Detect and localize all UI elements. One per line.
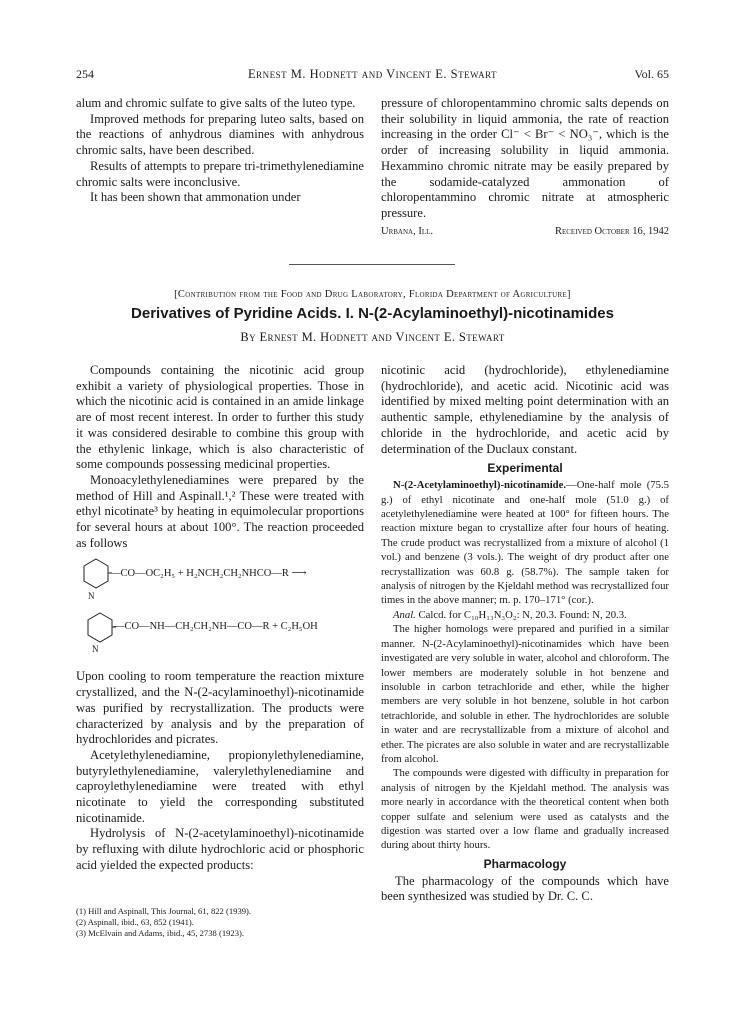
reaction-equation-1: —CO—OC₂H₅ + H₂NCH₂CH₂NHCO—R ⟶	[110, 568, 307, 580]
main-left-column	[76, 363, 364, 874]
page-header	[76, 67, 669, 83]
paragraph: nicotinic acid (hydrochloride), ethylenediamine (hydrochloride), and acetic acid. Nicotinic acid was identified by mixed melting point determination with an authentic sample, ethylenediamine by the analysis of chloride in the hydrochloride, and acetic acid by determination of the Duclaux constant.	[381, 363, 669, 456]
paragraph: Results of attempts to prepare tri-trimethylenediamine chromic salts were inconclusive.	[76, 158, 364, 189]
article-divider	[289, 264, 455, 265]
contribution-line: [Contribution from the Food and Drug Laboratory, Florida Department of Agriculture]	[174, 289, 571, 300]
paragraph: The compounds were digested with difficulty in preparation for analysis of nitrogen by the Kjeldahl method. The analysis was more nearly in accordance with the theoretical content when both copper sulfate and selenium were used as catalysts and the digestion was started over a low flame and gradually increased during about thirty hours.	[381, 767, 669, 852]
prev-article-right-column	[381, 96, 669, 237]
analysis-label: Anal.	[393, 608, 416, 621]
article-authors: By Ernest M. Hodnett and Vincent E. Stewart	[240, 330, 505, 344]
paragraph: Improved methods for preparing luteo salts, based on the reactions of anhydrous diamines with anhydrous chromic salts, have been described.	[76, 111, 364, 158]
paragraph: Monoacylethylenediamines were prepared by the method of Hill and Aspinall.¹,² These were treated with ethyl nicotinate³ by heating in equimolecular proportions for several hours at about 100°. The reaction proceeded as follows	[76, 472, 364, 550]
experimental-paragraph	[381, 478, 669, 608]
paragraph: pressure of chloropentammino chromic salts depends on their solubility in liquid ammonia, the rate of reaction increasing in the order Cl⁻ < Br⁻ < NO₃⁻, which is the order of increasing solubility in liquid ammonia. Hexammino chromic nitrate may be easily prepared by the sodamide-catalyzed ammonation of chloropentammino chromic nitrate at atmospheric pressure.	[381, 96, 669, 220]
analysis-values: Calcd. for C₁₀H₁₃N₃O₂: N, 20.3. Found: N, 20.3.	[415, 608, 627, 621]
experimental-text: —One-half mole (75.5 g.) of ethyl nicotinate and one-half mole (51.0 g.) of acetylethylenediamine were heated at 100° for fifteen hours. The reaction mixture began to crystallize after four hours of heating. The crude product was recrystallized from a mixture of alcohol (1 vol.) and benzene (3 vols.). The weight of dry product after one recrystallization was 60.8 g. (58.7%). The sample taken for analysis of nitrogen by the Kjeldahl method was recrystallized four times in the above manner; m. p. 170–171° (cor.).	[381, 479, 669, 607]
paragraph: Upon cooling to room temperature the reaction mixture crystallized, and the N-(2-acylaminoethyl)-nicotinamide was purified by recrystallization. The products were characterized by analysis and by the preparation of hydrochlorides and picrates.	[76, 669, 364, 747]
main-right-column	[381, 363, 669, 905]
volume-label: Vol. 65	[634, 67, 669, 81]
pyridine-ring-1	[84, 559, 108, 588]
paragraph: Hydrolysis of N-(2-acetylaminoethyl)-nicotinamide by refluxing with dilute hydrochloric acid or phosphoric acid yielded the expected products:	[76, 826, 364, 872]
paragraph: alum and chromic sulfate to give salts of the luteo type.	[76, 96, 356, 110]
prev-article-left-column	[76, 96, 364, 206]
paragraph: Acetylethylenediamine, propionylethylenediamine, butyrylethylenediamine, valerylethylenediamine and caproylethylenediamine were treated with ethyl nicotinate to yield the corresponding substituted nicotinamide.	[76, 747, 364, 825]
section-heading-pharmacology: Pharmacology	[483, 856, 567, 871]
ring-nitrogen-label: N	[88, 591, 95, 602]
section-heading-experimental: Experimental	[487, 461, 563, 476]
signature-received: Received October 16, 1942	[554, 225, 669, 237]
page-number: 254	[76, 67, 94, 81]
paragraph: It has been shown that ammonation under	[90, 190, 301, 205]
paragraph: The higher homologs were prepared and purified in a similar manner. N-(2-Acylaminoethyl)-nicotinamides which have been investigated are very soluble in water, alcohol and chloroform. The lower members are moderately soluble in hot benzene and insoluble in carbon tetrachloride and ether, while the higher members are very soluble in hot benzene, soluble in hot carbon tetrachloride, and soluble in ether. The hydrochlorides are soluble in water and are recrystallizable from a mixture of alcohol and ether. The picrates are also soluble in water and are recrystallizable from alcohol.	[381, 623, 669, 765]
reaction-scheme	[76, 555, 364, 665]
analysis-line	[381, 608, 669, 622]
pyridine-ring-2	[88, 613, 112, 642]
ring-nitrogen-label: N	[92, 644, 99, 655]
signature-place: Urbana, Ill.	[381, 225, 434, 237]
footnote: (2) Aspinall, ibid., 63, 852 (1941).	[76, 917, 194, 928]
footnote: (1) Hill and Aspinall, This Journal, 61, 822 (1939).	[76, 906, 252, 916]
article-title: Derivatives of Pyridine Acids. I. N-(2-Acylaminoethyl)-nicotinamides	[131, 305, 614, 322]
running-head: Ernest M. Hodnett and Vincent E. Stewart	[247, 67, 498, 81]
paragraph: Compounds containing the nicotinic acid group exhibit a variety of physiological properties. Those in which the nicotinic acid is contained in an amide linkage are of most recent interest. In order to further this study it was considered desirable to combine this group with the ethylenic linkage, which is also characteristic of some compounds possessing medicinal properties.	[76, 363, 364, 472]
article-signature	[381, 226, 669, 237]
reaction-equation-2: —CO—NH—CH₂CH₂NH—CO—R + C₂H₅OH	[114, 621, 318, 633]
compound-name: N-(2-Acetylaminoethyl)-nicotinamide.	[393, 479, 567, 492]
footnote: (3) McElvain and Adams, ibid., 45, 2738 (1923).	[76, 928, 245, 939]
paragraph: The pharmacology of the compounds which have been synthesized was studied by Dr. C. C.	[381, 873, 669, 904]
footnotes	[76, 906, 364, 940]
